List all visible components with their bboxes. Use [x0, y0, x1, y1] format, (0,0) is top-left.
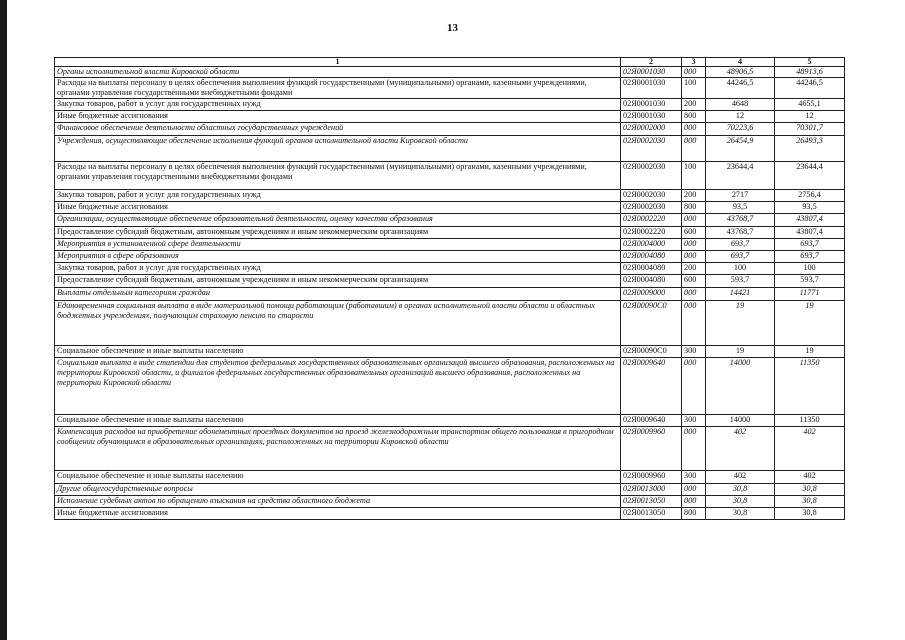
table-row: [55, 358, 845, 415]
row-code-cell: 02Я0002220: [621, 227, 682, 239]
table-row: [55, 67, 845, 78]
row-value-2025-cell: 11350: [775, 358, 845, 415]
row-code-cell: 02Я0002030: [621, 202, 682, 214]
row-expense-type-cell: 000: [682, 136, 706, 162]
row-name-cell: Другие общегосударственные вопросы: [55, 484, 621, 496]
row-code-cell: 02Я00090С0: [621, 346, 682, 358]
row-name-cell: Выплаты отдельным категориям граждан: [55, 288, 621, 301]
row-code-cell: 02Я0013050: [621, 508, 682, 520]
table-row: [55, 202, 845, 214]
row-value-2024-cell: 19: [706, 346, 775, 358]
row-code-cell: 02Я0004080: [621, 251, 682, 263]
row-value-2024-cell: 593,7: [706, 275, 775, 288]
row-value-2024-cell: 4648: [706, 99, 775, 111]
column-header: 1: [55, 58, 621, 67]
row-value-2024-cell: 14000: [706, 358, 775, 415]
row-value-2024-cell: 30,8: [706, 484, 775, 496]
row-code-cell: 02Я0002030: [621, 162, 682, 190]
row-code-cell: 02Я00090С0: [621, 301, 682, 346]
row-value-2024-cell: 30,8: [706, 508, 775, 520]
row-name-cell: Предоставление субсидий бюджетным, автономным учреждениям и иным некоммерческим организациям: [55, 227, 621, 239]
row-value-2024-cell: 43768,7: [706, 214, 775, 227]
row-value-2025-cell: 12: [775, 111, 845, 123]
row-expense-type-cell: 800: [682, 508, 706, 520]
row-expense-type-cell: 000: [682, 251, 706, 263]
row-expense-type-cell: 300: [682, 415, 706, 427]
table-row: [55, 263, 845, 275]
row-name-cell: Учреждения, осуществляющие обеспечение исполнения функций органов исполнительной власти Кировской области: [55, 136, 621, 162]
row-value-2025-cell: 11350: [775, 415, 845, 427]
row-name-cell: Социальная выплата в виде стипендии для студентов федеральных государственных образовательных организаций высшего образования, расположенных на территории Кировской области, и филиалов федеральных государственных образовательных организаций высшего образования, расположенных на территории Кировской области: [55, 358, 621, 415]
row-code-cell: 02Я0002220: [621, 214, 682, 227]
row-expense-type-cell: 000: [682, 427, 706, 471]
row-name-cell: Финансовое обеспечение деятельности областных государственных учреждений: [55, 123, 621, 136]
scan-edge-bar: [0, 0, 7, 640]
row-value-2025-cell: 23644,4: [775, 162, 845, 190]
table-row: [55, 508, 845, 520]
row-name-cell: Закупка товаров, работ и услуг для государственных нужд: [55, 190, 621, 202]
table-row: [55, 162, 845, 190]
row-expense-type-cell: 000: [682, 214, 706, 227]
column-header: 5: [775, 58, 845, 67]
row-expense-type-cell: 000: [682, 496, 706, 508]
row-name-cell: Мероприятия в сфере образования: [55, 251, 621, 263]
row-code-cell: 02Я0009640: [621, 415, 682, 427]
row-value-2025-cell: 43807,4: [775, 214, 845, 227]
row-expense-type-cell: 100: [682, 78, 706, 99]
table-row: [55, 251, 845, 263]
row-value-2025-cell: 30,8: [775, 508, 845, 520]
row-code-cell: 02Я0009960: [621, 471, 682, 484]
row-code-cell: 02Я0001030: [621, 67, 682, 78]
column-header: 2: [621, 58, 682, 67]
row-expense-type-cell: 600: [682, 227, 706, 239]
row-name-cell: Органы исполнительной власти Кировской области: [55, 67, 621, 78]
row-value-2025-cell: 93,5: [775, 202, 845, 214]
row-name-cell: Иные бюджетные ассигнования: [55, 111, 621, 123]
row-name-cell: Единовременная социальная выплата в виде материальной помощи работающим (работавшим) в органах исполнительной власти области и областных бюджетных учреждениях, получающим страховую пенсию по старости: [55, 301, 621, 346]
table-row: [55, 301, 845, 346]
row-value-2024-cell: 12: [706, 111, 775, 123]
row-value-2025-cell: 4655,1: [775, 99, 845, 111]
row-value-2024-cell: 693,7: [706, 251, 775, 263]
row-code-cell: 02Я0009960: [621, 427, 682, 471]
row-value-2024-cell: 14000: [706, 415, 775, 427]
row-expense-type-cell: 000: [682, 239, 706, 251]
row-name-cell: Социальное обеспечение и иные выплаты населению: [55, 415, 621, 427]
row-expense-type-cell: 300: [682, 346, 706, 358]
row-value-2024-cell: 93,5: [706, 202, 775, 214]
table-row: [55, 471, 845, 484]
table-row: [55, 123, 845, 136]
row-expense-type-cell: 000: [682, 358, 706, 415]
row-expense-type-cell: 800: [682, 111, 706, 123]
row-name-cell: Иные бюджетные ассигнования: [55, 508, 621, 520]
row-value-2024-cell: 26454,9: [706, 136, 775, 162]
row-code-cell: 02Я0004080: [621, 275, 682, 288]
row-value-2025-cell: 30,8: [775, 484, 845, 496]
row-code-cell: 02Я0001030: [621, 111, 682, 123]
table-row: [55, 275, 845, 288]
row-expense-type-cell: 800: [682, 202, 706, 214]
row-value-2024-cell: 23644,4: [706, 162, 775, 190]
row-value-2025-cell: 402: [775, 427, 845, 471]
row-expense-type-cell: 000: [682, 484, 706, 496]
row-code-cell: 02Я0009000: [621, 288, 682, 301]
row-value-2024-cell: 14421: [706, 288, 775, 301]
table-row: [55, 427, 845, 471]
row-value-2025-cell: 30,8: [775, 496, 845, 508]
row-expense-type-cell: 300: [682, 471, 706, 484]
row-value-2024-cell: 100: [706, 263, 775, 275]
row-code-cell: 02Я0013050: [621, 496, 682, 508]
row-expense-type-cell: 000: [682, 301, 706, 346]
table-row: [55, 111, 845, 123]
row-value-2025-cell: 11771: [775, 288, 845, 301]
row-expense-type-cell: 200: [682, 190, 706, 202]
table-row: [55, 415, 845, 427]
row-code-cell: 02Я0013000: [621, 484, 682, 496]
table-row: [55, 346, 845, 358]
row-value-2024-cell: 402: [706, 427, 775, 471]
row-value-2025-cell: 693,7: [775, 239, 845, 251]
table-row: [55, 484, 845, 496]
row-value-2024-cell: 70223,6: [706, 123, 775, 136]
row-value-2024-cell: 402: [706, 471, 775, 484]
row-code-cell: 02Я0001030: [621, 78, 682, 99]
row-value-2024-cell: 2717: [706, 190, 775, 202]
row-name-cell: Исполнение судебных актов по обращению взыскания на средства областного бюджета: [55, 496, 621, 508]
row-code-cell: 02Я0004000: [621, 239, 682, 251]
row-value-2025-cell: 402: [775, 471, 845, 484]
row-value-2024-cell: 19: [706, 301, 775, 346]
table-row: [55, 190, 845, 202]
row-value-2024-cell: 693,7: [706, 239, 775, 251]
table-row: [55, 99, 845, 111]
table-row: [55, 239, 845, 251]
row-expense-type-cell: 600: [682, 275, 706, 288]
table-row: [55, 78, 845, 99]
table-row: [55, 214, 845, 227]
row-code-cell: 02Я0001030: [621, 99, 682, 111]
row-value-2025-cell: 693,7: [775, 251, 845, 263]
column-header: 3: [682, 58, 706, 67]
column-header: 4: [706, 58, 775, 67]
row-code-cell: 02Я0002030: [621, 190, 682, 202]
row-code-cell: 02Я0002000: [621, 123, 682, 136]
row-value-2025-cell: 44246,5: [775, 78, 845, 99]
table-row: [55, 136, 845, 162]
row-code-cell: 02Я0004080: [621, 263, 682, 275]
row-value-2025-cell: 593,7: [775, 275, 845, 288]
row-value-2025-cell: 2756,4: [775, 190, 845, 202]
table-row: [55, 496, 845, 508]
table-header-row: [55, 58, 845, 67]
row-value-2024-cell: 43768,7: [706, 227, 775, 239]
row-name-cell: Компенсация расходов на приобретение абонементных проездных документов на проезд железнодорожным транспортом общего пользования в пригородном сообщении обучающимся в образовательных организациях, расположенных на территории Кировской области: [55, 427, 621, 471]
row-value-2025-cell: 48913,6: [775, 67, 845, 78]
row-name-cell: Социальное обеспечение и иные выплаты населению: [55, 471, 621, 484]
row-expense-type-cell: 000: [682, 123, 706, 136]
row-name-cell: Мероприятия в установленной сфере деятельности: [55, 239, 621, 251]
row-name-cell: Организации, осуществляющие обеспечение образовательной деятельности, оценку качества образования: [55, 214, 621, 227]
row-value-2024-cell: 48906,5: [706, 67, 775, 78]
page-number: 13: [447, 22, 458, 34]
row-value-2025-cell: 19: [775, 346, 845, 358]
row-name-cell: Иные бюджетные ассигнования: [55, 202, 621, 214]
row-value-2025-cell: 70301,7: [775, 123, 845, 136]
table-row: [55, 227, 845, 239]
row-value-2025-cell: 43807,4: [775, 227, 845, 239]
table-row: [55, 288, 845, 301]
row-value-2024-cell: 44246,5: [706, 78, 775, 99]
row-value-2025-cell: 19: [775, 301, 845, 346]
row-code-cell: 02Я0002030: [621, 136, 682, 162]
budget-table: [54, 57, 845, 520]
row-name-cell: Социальное обеспечение и иные выплаты населению: [55, 346, 621, 358]
row-name-cell: Расходы на выплаты персоналу в целях обеспечения выполнения функций государственными (муниципальными) органами, казенными учреждениями, органами управления государственными внебюджетными фондами: [55, 162, 621, 190]
row-expense-type-cell: 100: [682, 162, 706, 190]
row-name-cell: Закупка товаров, работ и услуг для государственных нужд: [55, 99, 621, 111]
row-value-2025-cell: 26493,3: [775, 136, 845, 162]
row-expense-type-cell: 000: [682, 288, 706, 301]
row-expense-type-cell: 200: [682, 99, 706, 111]
row-name-cell: Предоставление субсидий бюджетным, автономным учреждениям и иным некоммерческим организациям: [55, 275, 621, 288]
row-name-cell: Закупка товаров, работ и услуг для государственных нужд: [55, 263, 621, 275]
row-name-cell: Расходы на выплаты персоналу в целях обеспечения выполнения функций государственными (муниципальными) органами, казенными учреждениями, органами управления государственными внебюджетными фондами: [55, 78, 621, 99]
row-expense-type-cell: 000: [682, 67, 706, 78]
row-value-2025-cell: 100: [775, 263, 845, 275]
row-expense-type-cell: 200: [682, 263, 706, 275]
row-value-2024-cell: 30,8: [706, 496, 775, 508]
row-code-cell: 02Я0009640: [621, 358, 682, 415]
